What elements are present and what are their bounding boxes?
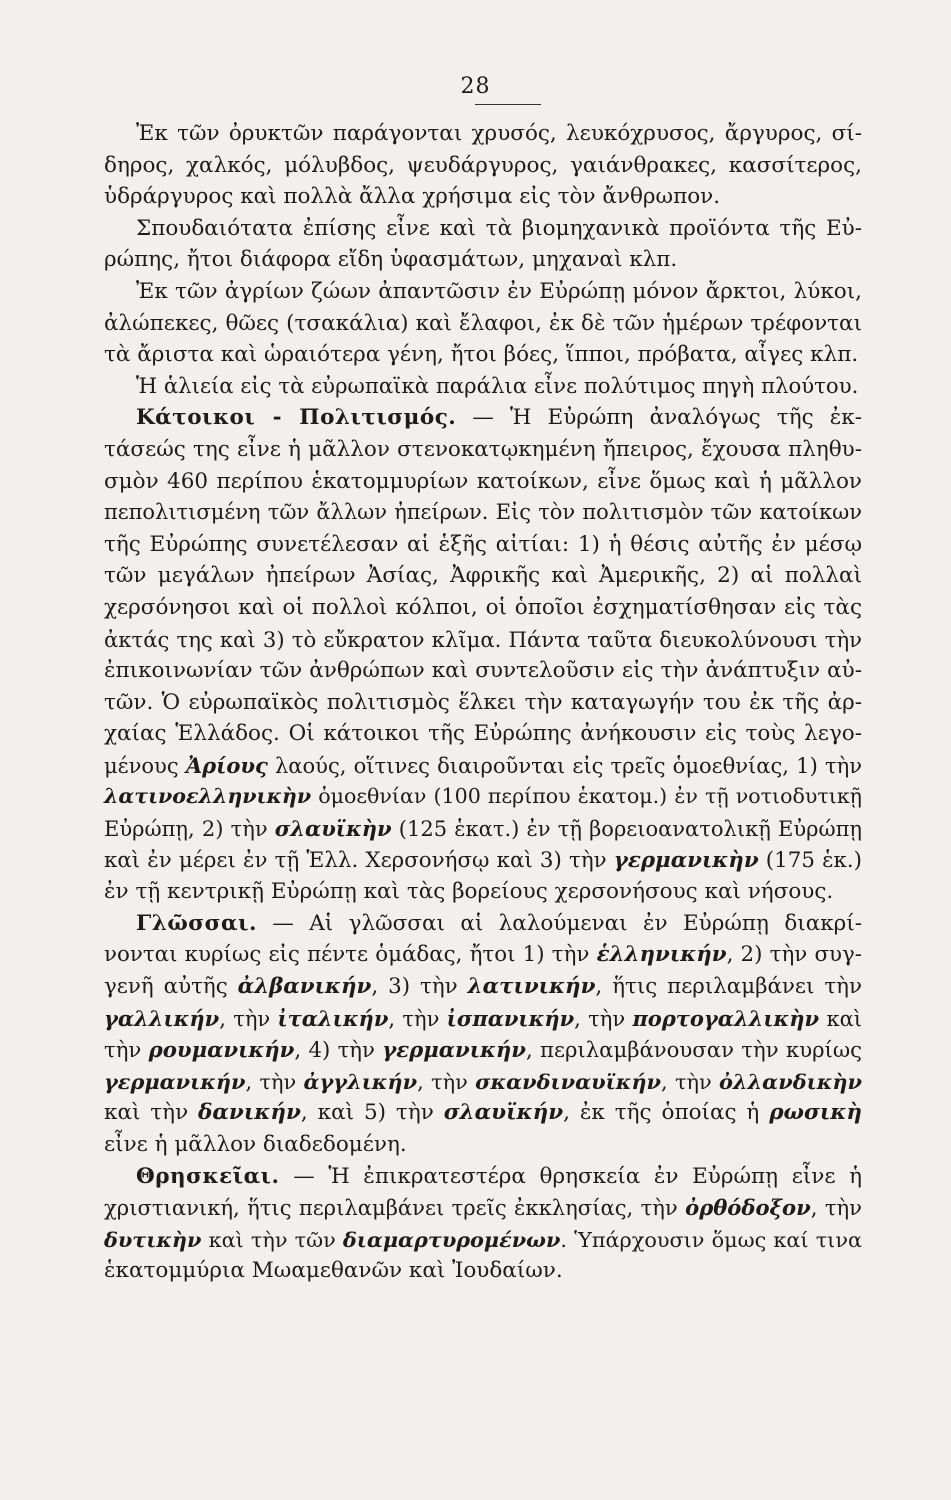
text-line [104, 939, 862, 971]
emphasis-term: Ἀρίους [185, 752, 268, 778]
text-segment: , τὴν [219, 1005, 278, 1031]
text-line: τῆς Εὐρώπης συνετέλεσαν αἱ ἑξῆς αἰτίαι: 1) ἡ θέσις αὐτῆς ἐν μέσῳ [104, 531, 862, 557]
text-line: πεπολιτισμένη τῶν ἄλλων ἠπείρων. Εἰς τὸν πολιτισμὸν τῶν κατοίκων [104, 500, 862, 525]
text-line [104, 750, 862, 782]
text-line: Σπουδαιότατα ἐπίσης εἶνε καὶ τὰ βιομηχανικὰ προϊόντα τῆς Εὐ- [136, 215, 862, 241]
emphasis-term: δυτικὴν [104, 1226, 202, 1252]
emphasis-term: σλαυϊκὴν [274, 816, 392, 842]
text-line [104, 813, 862, 845]
emphasis-term: λατινοελληνικὴν [104, 784, 312, 809]
text-line: ὑδράργυρος καὶ πολλὰ ἄλλα χρήσιμα εἰς τὸν ἄνθρωπον. [104, 184, 721, 210]
emphasis-term: ἑλληνικήν [596, 942, 727, 968]
emphasis-term: ἀγγλικήν [303, 1068, 418, 1094]
text-segment: — Αἱ γλῶσσαι αἱ λαλούμεναι ἐν Εὐρώπῃ διακρί- [256, 910, 862, 936]
text-segment: — Ἡ ἐπικρατεστέρα θρησκεία ἐν Εὐρώπῃ εἶνε ἡ [279, 1163, 862, 1189]
emphasis-term: ἰταλικήν [277, 1005, 389, 1031]
text-line [104, 1224, 862, 1256]
text-line [104, 1066, 862, 1098]
text-segment: , ἥτις περιλαμβάνει τὴν [595, 974, 862, 1000]
text-line [104, 1003, 862, 1035]
text-line: σμὸν 460 περίπου ἑκατομμυρίων κατοίκων, εἶνε ὅμως καὶ ἡ μᾶλλον [104, 468, 862, 494]
emphasis-term: σκανδιναυϊκήν [475, 1068, 661, 1094]
text-line: τῶν. Ὁ εὐρωπαϊκὸς πολιτισμὸς ἕλκει τὴν καταγωγήν του ἐκ τῆς ἀρ- [104, 689, 862, 715]
text-segment: (125 ἑκατ.) ἐν τῇ βορειοανατολικῇ Εὐρώπῃ [391, 816, 863, 842]
text-segment: καὶ ἐν μέρει ἐν τῇ Ἑλλ. Χερσονήσῳ καὶ 3) τὴν [104, 847, 614, 873]
text-segment: (175 ἑκ.) [758, 847, 862, 873]
emphasis-term: ἀλβανικήν [237, 974, 372, 1000]
text-line: ἀλώπεκες, θῶες (τσακάλια) καὶ ἔλαφοι, ἐκ δὲ τῶν ἡμέρων τρέφονται [104, 310, 862, 336]
text-line: δηρος, χαλκός, μόλυβδος, ψευδάργυρος, γαιάνθρακες, κασσίτερος, [104, 152, 862, 178]
text-segment: , ἐκ τῆς ὁποίας ἡ [563, 1100, 770, 1126]
text-line: χαίας Ἑλλάδος. Οἱ κάτοικοι τῆς Εὐρώπης ἀνήκουσιν εἰς τοὺς λεγο- [104, 721, 862, 747]
text-segment: νονται κυρίως εἰς πέντε ὁμάδας, ἤτοι 1) τὴν [104, 942, 597, 968]
text-line: ἐπικοινωνίαν τῶν ἀνθρώπων καὶ συντελοῦσιν εἰς τὴν ἀνάπτυξιν αὐ- [104, 658, 862, 684]
text-segment: , 2) τὴν συγ- [726, 942, 862, 968]
text-line [104, 908, 862, 940]
text-segment: , τὴν [661, 1069, 719, 1094]
emphasis-term: πορτογαλλικὴν [632, 1005, 820, 1031]
text-segment: , τὴν [810, 1195, 862, 1221]
text-segment: , περιλαμβάνουσαν τὴν κυρίως [525, 1037, 862, 1063]
text-line [104, 402, 862, 434]
emphasis-term: ὀλλανδικὴν [719, 1068, 862, 1094]
emphasis-term: λατινικήν [467, 974, 596, 1000]
text-line: Ἡ ἁλιεία εἰς τὰ εὐρωπαϊκὰ παράλια εἶνε πολύτιμος πηγὴ πλούτου. [136, 373, 859, 399]
text-line: χερσόνησοι καὶ οἱ πολλοὶ κόλποι, οἱ ὁποῖοι ἐσχηματίσθησαν εἰς τὰς [104, 594, 862, 620]
text-line [104, 1192, 862, 1224]
text-segment: καὶ τὴν [104, 1100, 199, 1126]
text-line [104, 781, 862, 813]
text-line: τῶν μεγάλων ἠπείρων Ἀσίας, Ἀφρικῆς καὶ Ἀμερικῆς, 2) αἱ πολλαὶ [104, 563, 862, 589]
text-line: ρώπης, ἤτοι διάφορα εἴδη ὑφασμάτων, μηχαναὶ κλπ. [104, 247, 678, 273]
text-line: τάσεώς της εἶνε ἡ μᾶλλον στενοκατῳκημένη ἤπειρος, ἔχουσα πληθυ- [104, 436, 862, 462]
text-segment: μένους [104, 752, 186, 778]
text-line: Ἐκ τῶν ὀρυκτῶν παράγονται χρυσός, λευκόχρυσος, ἄργυρος, σί- [136, 121, 862, 146]
text-segment: γενῆ αὐτῆς [104, 974, 238, 1000]
body-text [104, 118, 862, 1287]
text-segment: , 3) τὴν [371, 974, 468, 1000]
section-heading-population: Κάτοικοι - Πολιτισμός. [136, 405, 457, 431]
text-segment: , καὶ 5) τὴν [300, 1100, 444, 1126]
text-segment: — Ἡ Εὐρώπη ἀναλόγως τῆς ἐκ- [456, 405, 862, 431]
emphasis-term: γαλλικήν [104, 1005, 220, 1031]
emphasis-term: ἰσπανικήν [446, 1005, 575, 1031]
emphasis-term: ὀρθόδοξον [685, 1195, 811, 1221]
emphasis-term: ρωσικὴ [769, 1100, 862, 1126]
text-segment: καὶ τὴν τῶν [201, 1227, 343, 1252]
text-segment: τὴν [104, 1037, 149, 1063]
text-segment: , τὴν [417, 1069, 476, 1094]
section-heading-languages: Γλῶσσαι. [136, 910, 257, 936]
page-number: 28 [460, 74, 491, 99]
text-segment: λαούς, οἵτινες διαιροῦνται εἰς τρεῖς ὁμοεθνίας, 1) τὴν [267, 752, 862, 778]
text-segment: , τὴν [245, 1069, 304, 1094]
emphasis-term: διαμαρτυρομένων [342, 1226, 561, 1252]
text-line: Ἐκ τῶν ἀγρίων ζώων ἀπαντῶσιν ἐν Εὐρώπῃ μόνον ἄρκτοι, λύκοι, [136, 278, 862, 304]
text-segment: , τὴν [574, 1005, 633, 1031]
text-line [104, 1161, 862, 1193]
text-segment: ὁμοεθνίαν (100 περίπου ἑκατομ.) ἐν τῇ νοτιοδυτικῇ [311, 784, 862, 809]
text-line: ἀκτάς της καὶ 3) τὸ εὔκρατον κλῖμα. Πάντα ταῦτα διευκολύνουσι τὴν [104, 626, 862, 652]
text-line: ἑκατομμύρια Μωαμεθανῶν καὶ Ἰουδαίων. [104, 1258, 563, 1284]
emphasis-term: γερμανικήν [104, 1068, 246, 1094]
emphasis-term: δανικήν [198, 1100, 301, 1126]
text-segment: , τὴν [388, 1005, 447, 1031]
text-segment: . Ὑπάρχουσιν ὅμως καί τινα [560, 1227, 863, 1252]
text-line [104, 971, 862, 1003]
page-number-rule [475, 104, 541, 105]
emphasis-term: σλαυϊκήν [443, 1100, 564, 1126]
section-heading-religion: Θρησκεῖαι. [136, 1163, 280, 1189]
text-line: ἐν τῇ κεντρικῇ Εὐρώπῃ καὶ τὰς βορείους χερσονήσους καὶ νήσους. [104, 879, 834, 905]
text-segment: Εὐρώπῃ, 2) τὴν [104, 816, 275, 842]
text-line: τὰ ἄριστα καὶ ὡραιότερα γένη, ἤτοι βόες, ἵπποι, πρόβατα, αἶγες κλπ. [104, 342, 859, 368]
text-line [104, 845, 862, 877]
text-line: εἶνε ἡ μᾶλλον διαδεδομένη. [104, 1132, 407, 1157]
emphasis-term: γερμανικὴν [613, 847, 759, 873]
text-segment: καὶ [819, 1005, 862, 1031]
text-line [104, 1097, 862, 1129]
text-line [104, 1034, 862, 1066]
text-segment: χριστιανική, ἥτις περιλαμβάνει τρεῖς ἐκκλησίας, τὴν [104, 1195, 686, 1221]
emphasis-term: γερμανικήν [382, 1037, 526, 1063]
emphasis-term: ρουμανικήν [148, 1037, 295, 1063]
text-segment: , 4) τὴν [294, 1037, 383, 1063]
